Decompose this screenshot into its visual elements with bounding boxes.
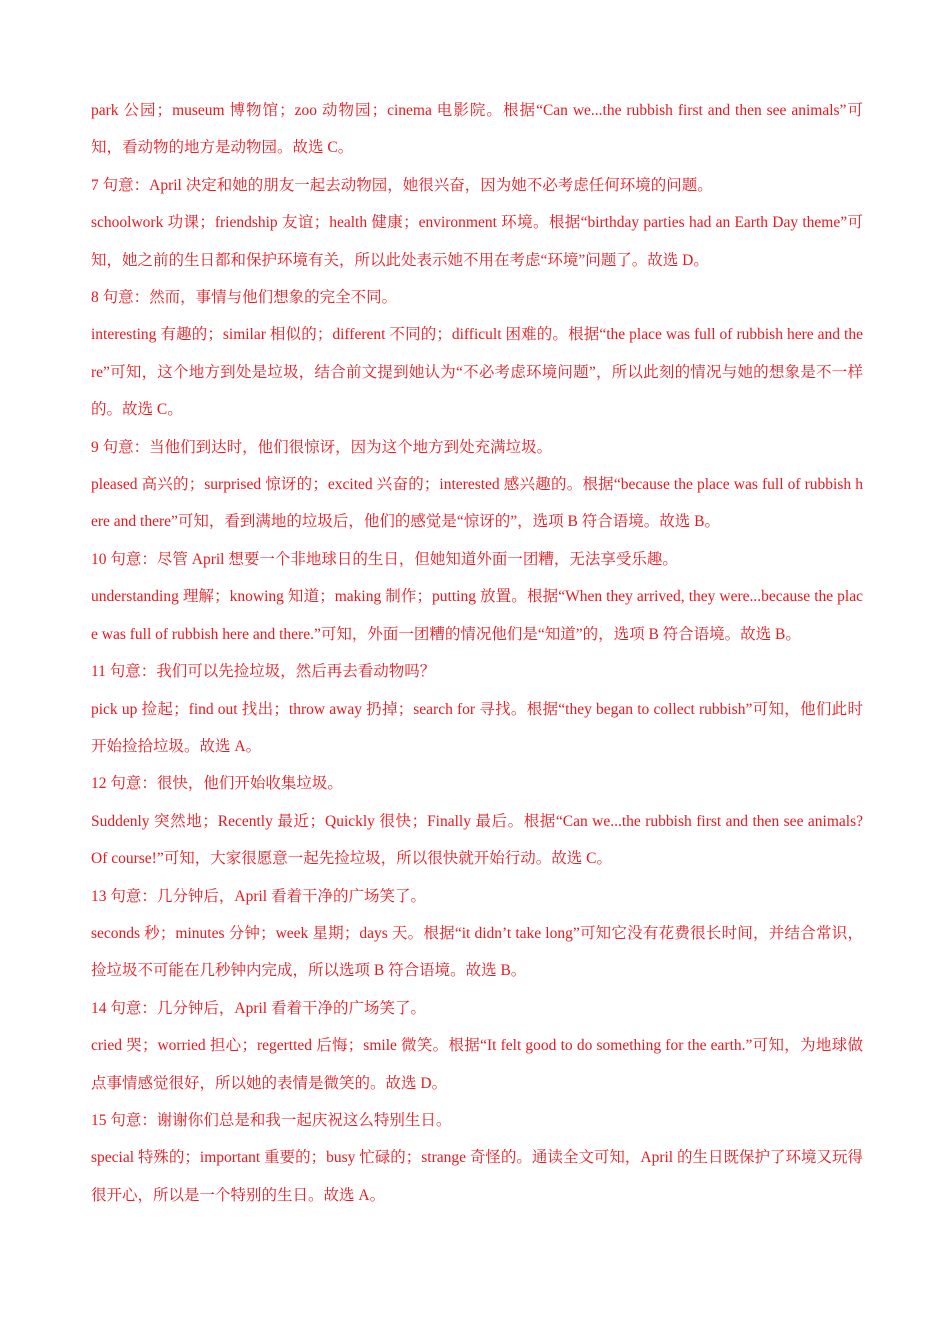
paragraph-q10-meaning: 10 句意：尽管 April 想要一个非地球日的生日，但她知道外面一团糟，无法享受乐趣。 xyxy=(91,550,678,568)
paragraph-q6-analysis: park 公园；museum 博物馆；zoo 动物园；cinema 电影院。根据“Can we...the rubbish first and then see animals”可知，看动物的地方是动物园。故选 C。 xyxy=(91,102,863,157)
paragraph-q11-meaning: 11 句意：我们可以先捡垃圾，然后再去看动物吗？ xyxy=(91,663,436,681)
paragraph-q8-meaning: 8 句意：然而，事情与他们想象的完全不同。 xyxy=(91,289,398,307)
paragraph-q12-meaning: 12 句意：很快，他们开始收集垃圾。 xyxy=(91,775,343,793)
paragraph-q14-meaning: 14 句意：几分钟后，April 看着干净的广场笑了。 xyxy=(91,999,426,1017)
paragraph-q8-analysis: interesting 有趣的；similar 相似的；different 不同的；difficult 困难的。根据“the place was full of rubbish here and there”可知，这个地方到处是垃圾，结合前文提到她认为“不必考虑环境问题”，所以此刻的情况与她的想象是不一样的。故选 C。 xyxy=(91,326,863,419)
paragraph-q9-analysis: pleased 高兴的；surprised 惊讶的；excited 兴奋的；interested 感兴趣的。根据“because the place was full of rubbish here and there”可知，看到满地的垃圾后，他们的感觉是“惊讶的”，选项 B 符合语境。故选 B。 xyxy=(91,476,863,531)
paragraph-q14-analysis: cried 哭；worried 担心；regertted 后悔；smile 微笑。根据“It felt good to do something for the earth.”可知，为地球做点事情感觉很好，所以她的表情是微笑的。故选 D。 xyxy=(91,1037,863,1092)
paragraph-q15-analysis: special 特殊的；important 重要的；busy 忙碌的；strange 奇怪的。通读全文可知，April 的生日既保护了环境又玩得很开心，所以是一个特别的生日。故选 A。 xyxy=(91,1149,863,1204)
paragraph-q9-meaning: 9 句意：当他们到达时，他们很惊讶，因为这个地方到处充满垃圾。 xyxy=(91,438,553,456)
paragraph-q12-analysis: Suddenly 突然地；Recently 最近；Quickly 很快；Finally 最后。根据“Can we...the rubbish first and then see animals? Of course!”可知，大家很愿意一起先捡垃圾，所以很快就开始行动。故选 C。 xyxy=(91,812,863,868)
paragraph-q7-meaning: 7 句意：April 决定和她的朋友一起去动物园，她很兴奋，因为她不必考虑任何环境的问题。 xyxy=(91,176,713,194)
paragraph-q7-analysis: schoolwork 功课；friendship 友谊；health 健康；environment 环境。根据“birthday parties had an Earth Day theme”可知，她之前的生日都和保护环境有关，所以此处表示她不用在考虑“环境”问题了。故选 D。 xyxy=(91,214,863,269)
paragraph-q13-meaning: 13 句意：几分钟后，April 看着干净的广场笑了。 xyxy=(91,887,426,905)
paragraph-q10-analysis: understanding 理解；knowing 知道；making 制作；putting 放置。根据“When they arrived, they were...because the place was full of rubbish here and there.”可知，外面一团糟的情况他们是“知道”的，选项 B 符合语境。故选 B。 xyxy=(91,588,863,643)
paragraph-q15-meaning: 15 句意：谢谢你们总是和我一起庆祝这么特别生日。 xyxy=(91,1111,452,1129)
paragraph-q11-analysis: pick up 捡起；find out 找出；throw away 扔掉；search for 寻找。根据“they began to collect rubbish”可知，他们此时开始捡拾垃圾。故选 A。 xyxy=(91,700,863,755)
paragraph-q13-analysis: seconds 秒；minutes 分钟；week 星期；days 天。根据“it didn’t take long”可知它没有花费很长时间，并结合常识，捡垃圾不可能在几秒钟内完成，所以选项 B 符合语境。故选 B。 xyxy=(91,924,863,980)
document-page xyxy=(91,92,863,1214)
